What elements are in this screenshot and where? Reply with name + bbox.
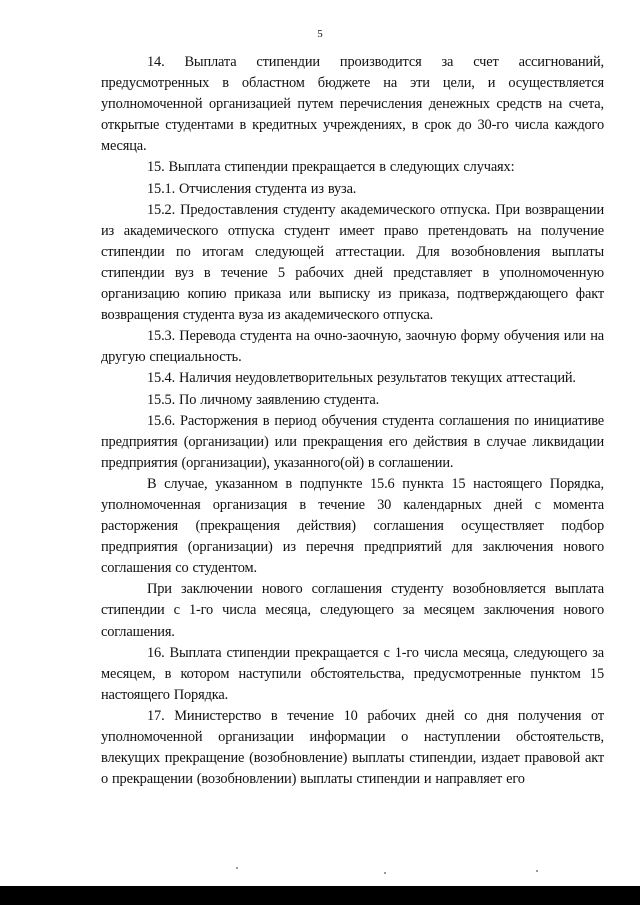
paragraph-14: 14. Выплата стипендии производится за счет ассигнований, предусмотренных в областном бюджете на эти цели, и осуществляется уполномоченной организацией путем перечисления денежных средств на счета, открытые студентами в кредитных учреждениях, в срок до 30-го числа каждого месяца.: [101, 54, 604, 155]
paragraph-15-6-case: В случае, указанном в подпункте 15.6 пункта 15 настоящего Порядка, уполномоченная организация в течение 30 календарных дней с момента расторжения (прекращения действия) соглашения осуществляет подбор предприятия (организации) из перечня предприятий для заключения нового соглашения со студентом.: [101, 475, 604, 577]
paragraph-17: 17. Министерство в течение 10 рабочих дней со дня получения от уполномоченной организации информации о наступлении обстоятельств, влекущих прекращение (возобновление) выплаты стипендии, издает правовой акт о прекращении (возобновлении) выплаты стипендии и направляет его: [101, 707, 604, 788]
paragraph-15-5: 15.5. По личному заявлению студента.: [147, 391, 380, 408]
paragraph-new-agreement: При заключении нового соглашения студенту возобновляется выплата стипендии с 1-го числа месяца, следующего за месяцем заключения нового соглашения.: [101, 581, 604, 640]
scan-speck: [236, 867, 238, 869]
paragraph-15-1: 15.1. Отчисления студента из вуза.: [147, 180, 357, 197]
scan-speck: [536, 870, 538, 872]
paragraph-16: 16. Выплата стипендии прекращается с 1-го числа месяца, следующего за месяцем, в котором наступили обстоятельства, предусмотренные пунктом 15 настоящего Порядка.: [101, 644, 604, 703]
paragraph-15-4: 15.4. Наличия неудовлетворительных результатов текущих аттестаций.: [147, 370, 576, 387]
page-number: 5: [317, 28, 323, 40]
paragraph-15-6: 15.6. Расторжения в период обучения студента соглашения по инициативе предприятия (организации) или прекращения его действия в случае ликвидации предприятия (организации), указанного(ой) в соглашении.: [101, 412, 604, 471]
document-body: [101, 52, 604, 790]
paragraph-15-3: 15.3. Перевода студента на очно-заочную, заочную форму обучения или на другую специальность.: [101, 328, 604, 366]
scan-bottom-edge: [0, 886, 640, 905]
scan-speck: [384, 872, 386, 874]
paragraph-15: 15. Выплата стипендии прекращается в следующих случаях:: [147, 159, 515, 176]
paragraph-15-2: 15.2. Предоставления студенту академического отпуска. При возвращении из академического отпуска студент имеет право претендовать на получение стипендии по итогам следующей аттестации. Для возобновления выплаты стипендии вуз в течение 5 рабочих дней представляет в уполномоченную организацию копию приказа или выписку из приказа, подтверждающего факт возвращения студента вуза из академического отпуска.: [101, 201, 604, 324]
